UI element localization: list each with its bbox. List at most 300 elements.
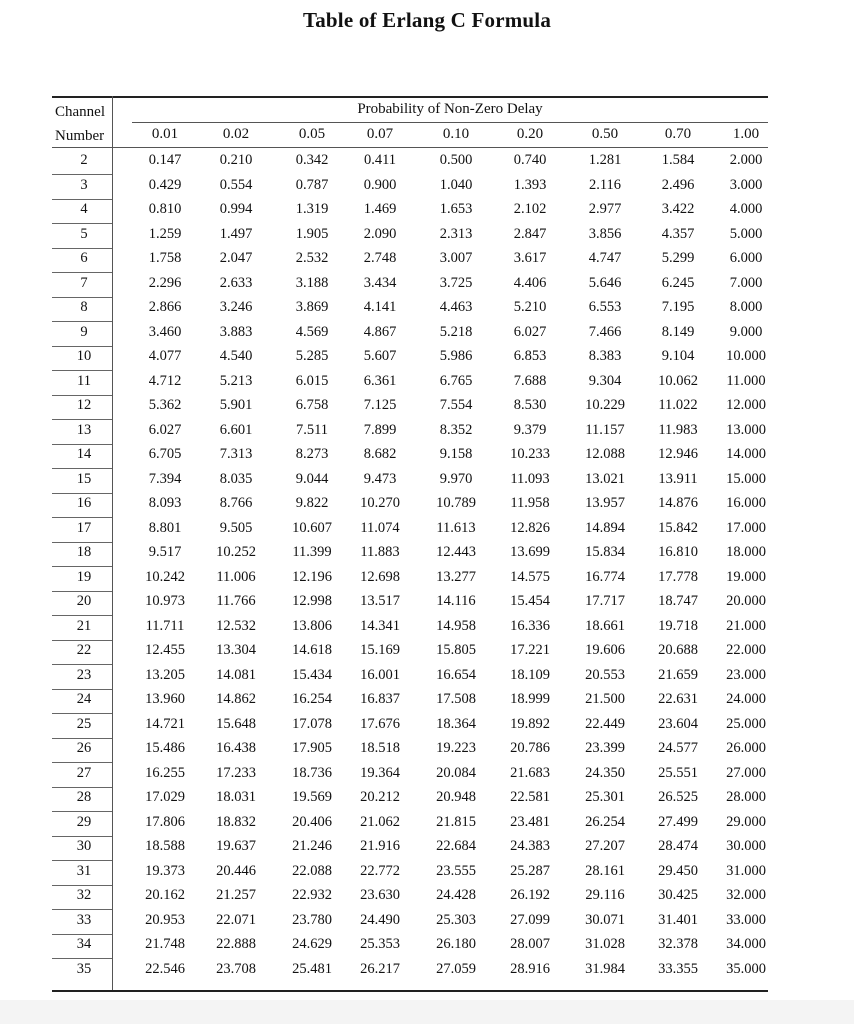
table-cell: 4.540: [219, 348, 253, 364]
table-cell: 23.481: [510, 813, 550, 830]
table-cell: 11.983: [658, 421, 698, 438]
table-cell: 6.245: [661, 274, 695, 291]
table-cell: 16.255: [145, 764, 185, 781]
channel-row-divider: [52, 738, 112, 739]
table-cell: 22.888: [216, 936, 256, 952]
channel-header-line2: Number: [55, 128, 105, 144]
channel-number: 28: [76, 789, 92, 805]
table-cell: 1.281: [588, 152, 622, 168]
table-cell: 2.090: [363, 225, 397, 242]
probability-header: Probability of Non-Zero Delay: [357, 101, 543, 117]
table-cell: 6.361: [363, 372, 397, 389]
table-cell: 12.088: [585, 446, 625, 462]
table-cell: 3.000: [729, 176, 763, 193]
table-cell: 21.659: [658, 666, 698, 683]
table-cell: 1.469: [363, 201, 397, 217]
channel-column-divider: [112, 96, 113, 990]
table-cell: 11.074: [360, 519, 400, 536]
channel-row-divider: [52, 419, 112, 420]
table-cell: 0.429: [148, 176, 182, 193]
table-cell: 25.303: [436, 911, 476, 928]
channel-number: 27: [76, 764, 92, 781]
table-cell: 12.196: [292, 568, 332, 585]
table-cell: 6.601: [219, 421, 253, 438]
channel-row-divider: [52, 346, 112, 347]
channel-number: 32: [76, 887, 92, 903]
table-cell: 18.661: [585, 617, 625, 634]
table-cell: 2.748: [363, 250, 397, 266]
table-cell: 25.301: [585, 789, 625, 805]
channel-number: 5: [80, 225, 88, 242]
table-cell: 26.180: [436, 936, 476, 952]
table-cell: 16.774: [585, 568, 625, 585]
table-cell: 3.617: [513, 250, 547, 266]
table-cell: 10.242: [145, 568, 185, 585]
table-cell: 6.027: [513, 323, 547, 340]
column-header: 0.10: [442, 126, 470, 142]
table-cell: 18.832: [216, 813, 256, 830]
table-cell: 14.876: [658, 495, 698, 511]
page-title: Table of Erlang C Formula: [302, 8, 552, 32]
table-cell: 1.259: [148, 225, 182, 242]
table-cell: 2.102: [513, 201, 547, 217]
channel-row-divider: [52, 272, 112, 273]
table-cell: 16.000: [726, 495, 766, 511]
channel-row-divider: [52, 640, 112, 641]
table-cell: 25.353: [360, 936, 400, 952]
channel-number: 26: [76, 740, 92, 756]
table-cell: 22.932: [292, 887, 332, 903]
table-cell: 10.270: [360, 495, 400, 511]
table-cell: 13.277: [436, 568, 476, 585]
table-cell: 12.946: [658, 446, 698, 462]
table-cell: 31.984: [585, 960, 625, 977]
table-cell: 9.822: [295, 495, 329, 511]
channel-row-divider: [52, 468, 112, 469]
table-cell: 6.027: [148, 421, 182, 438]
channel-row-divider: [52, 591, 112, 592]
channel-number: 34: [76, 936, 92, 952]
column-header: 1.00: [732, 126, 760, 142]
table-cell: 16.654: [436, 666, 476, 683]
table-cell: 10.789: [436, 495, 476, 511]
table-cell: 18.588: [145, 838, 185, 854]
table-cell: 9.304: [588, 372, 622, 389]
table-cell: 20.406: [292, 813, 332, 830]
table-cell: 13.517: [360, 593, 400, 609]
table-cell: 21.246: [292, 838, 332, 854]
table-cell: 20.000: [726, 593, 766, 609]
table-cell: 5.646: [588, 274, 622, 291]
table-cell: 8.801: [148, 519, 182, 536]
table-cell: 4.406: [513, 274, 547, 291]
table-cell: 12.532: [216, 617, 256, 634]
table-cell: 3.856: [588, 225, 622, 242]
table-cell: 4.077: [148, 348, 182, 364]
channel-row-divider: [52, 713, 112, 714]
table-cell: 15.834: [585, 544, 625, 560]
table-cell: 29.000: [726, 813, 766, 830]
table-cell: 2.000: [729, 152, 763, 168]
table-cell: 9.379: [513, 421, 547, 438]
table-cell: 2.296: [148, 274, 182, 291]
channel-row-divider: [52, 542, 112, 543]
channel-number: 12: [76, 397, 92, 413]
table-cell: 13.021: [585, 470, 625, 487]
table-cell: 18.000: [726, 544, 766, 560]
channel-row-divider: [52, 297, 112, 298]
channel-number: 9: [80, 323, 88, 340]
table-cell: 1.905: [295, 225, 329, 242]
table-cell: 10.607: [292, 519, 332, 536]
table-cell: 21.748: [145, 936, 185, 952]
table-cell: 6.553: [588, 299, 622, 315]
table-cell: 16.336: [510, 617, 550, 634]
table-cell: 7.195: [661, 299, 695, 315]
table-cell: 27.499: [658, 813, 698, 830]
table-cell: 12.998: [292, 593, 332, 609]
table-cell: 31.401: [658, 911, 698, 928]
channel-number: 22: [76, 642, 92, 658]
table-cell: 23.604: [658, 715, 698, 732]
table-cell: 17.508: [436, 691, 476, 707]
channel-row-divider: [52, 787, 112, 788]
channel-row-divider: [52, 517, 112, 518]
table-cell: 16.438: [216, 740, 256, 756]
table-cell: 11.883: [360, 544, 400, 560]
table-cell: 28.000: [726, 789, 766, 805]
table-cell: 8.530: [513, 397, 547, 413]
table-cell: 9.473: [363, 470, 397, 487]
table-cell: 20.212: [360, 789, 400, 805]
table-cell: 21.257: [216, 887, 256, 903]
table-cell: 2.047: [219, 250, 253, 266]
table-cell: 14.000: [726, 446, 766, 462]
column-header: 0.50: [591, 126, 619, 142]
table-cell: 10.062: [658, 372, 698, 389]
table-cell: 24.383: [510, 838, 550, 854]
table-cell: 23.780: [292, 911, 332, 928]
table-cell: 3.725: [439, 274, 473, 291]
channel-number: 6: [80, 250, 88, 266]
table-cell: 7.554: [439, 397, 473, 413]
table-cell: 17.221: [510, 642, 550, 658]
column-header: 0.07: [366, 126, 394, 142]
table-cell: 26.000: [726, 740, 766, 756]
column-header: 0.70: [664, 126, 692, 142]
channel-number: 3: [80, 176, 88, 193]
channel-number: 15: [76, 470, 92, 487]
table-cell: 13.960: [145, 691, 185, 707]
table-cell: 2.532: [295, 250, 329, 266]
table-cell: 1.584: [661, 152, 695, 168]
table-cell: 7.000: [729, 274, 763, 291]
table-cell: 28.007: [510, 936, 550, 952]
channel-number: 17: [76, 519, 92, 536]
table-cell: 18.364: [436, 715, 476, 732]
channel-row-divider: [52, 762, 112, 763]
table-cell: 20.948: [436, 789, 476, 805]
channel-number: 4: [80, 201, 88, 217]
table-cell: 17.000: [726, 519, 766, 536]
channel-row-divider: [52, 615, 112, 616]
table-cell: 6.758: [295, 397, 329, 413]
table-cell: 20.953: [145, 911, 185, 928]
table-cell: 21.683: [510, 764, 550, 781]
channel-number: 16: [76, 495, 92, 511]
table-cell: 17.676: [360, 715, 400, 732]
table-cell: 12.826: [510, 519, 550, 536]
table-cell: 33.000: [726, 911, 766, 928]
table-cell: 20.446: [216, 862, 256, 879]
table-cell: 8.035: [219, 470, 253, 487]
table-cell: 4.463: [439, 299, 473, 315]
channel-number: 23: [76, 666, 92, 683]
table-cell: 13.000: [726, 421, 766, 438]
table-cell: 3.460: [148, 323, 182, 340]
table-cell: 13.911: [658, 470, 698, 487]
table-cell: 30.000: [726, 838, 766, 854]
channel-row-divider: [52, 811, 112, 812]
table-cell: 19.718: [658, 617, 698, 634]
table-cell: 7.125: [363, 397, 397, 413]
table-cell: 15.486: [145, 740, 185, 756]
table-cell: 22.546: [145, 960, 185, 977]
table-cell: 4.867: [363, 323, 397, 340]
table-cell: 19.364: [360, 764, 400, 781]
table-cell: 2.496: [661, 176, 695, 193]
table-cell: 7.899: [363, 421, 397, 438]
table-cell: 12.698: [360, 568, 400, 585]
channel-number: 19: [76, 568, 92, 585]
table-cell: 3.883: [219, 323, 253, 340]
table-cell: 20.553: [585, 666, 625, 683]
table-cell: 11.613: [436, 519, 476, 536]
table-cell: 10.973: [145, 593, 185, 609]
table-cell: 0.994: [219, 201, 253, 217]
table-cell: 24.428: [436, 887, 476, 903]
table-cell: 17.078: [292, 715, 332, 732]
table-cell: 15.454: [510, 593, 550, 609]
table-cell: 23.708: [216, 960, 256, 977]
table-cell: 23.630: [360, 887, 400, 903]
table-cell: 14.721: [145, 715, 185, 732]
table-cell: 0.500: [439, 152, 473, 168]
table-cell: 30.425: [658, 887, 698, 903]
table-cell: 8.149: [661, 323, 695, 340]
table-cell: 5.218: [439, 323, 473, 340]
table-cell: 14.341: [360, 617, 400, 634]
channel-number: 35: [76, 960, 92, 977]
table-cell: 8.766: [219, 495, 253, 511]
table-cell: 23.399: [585, 740, 625, 756]
table-cell: 9.104: [661, 348, 695, 364]
table-cell: 3.869: [295, 299, 329, 315]
table-cell: 17.717: [585, 593, 625, 609]
table-cell: 28.474: [658, 838, 698, 854]
table-cell: 0.554: [219, 176, 253, 193]
table-cell: 8.682: [363, 446, 397, 462]
channel-number: 8: [80, 299, 88, 315]
channel-number: 29: [76, 813, 92, 830]
header-bottom-rule: [52, 147, 768, 148]
table-cell: 24.577: [658, 740, 698, 756]
table-cell: 6.705: [148, 446, 182, 462]
table-cell: 27.207: [585, 838, 625, 854]
table-cell: 21.916: [360, 838, 400, 854]
channel-row-divider: [52, 836, 112, 837]
table-cell: 33.355: [658, 960, 698, 977]
channel-row-divider: [52, 493, 112, 494]
table-cell: 18.518: [360, 740, 400, 756]
table-cell: 31.000: [726, 862, 766, 879]
table-cell: 21.062: [360, 813, 400, 830]
table-cell: 24.000: [726, 691, 766, 707]
channel-number: 2: [80, 152, 88, 168]
table-cell: 0.810: [148, 201, 182, 217]
channel-row-divider: [52, 370, 112, 371]
table-cell: 9.970: [439, 470, 473, 487]
table-cell: 4.747: [588, 250, 622, 266]
channel-row-divider: [52, 958, 112, 959]
table-cell: 20.786: [510, 740, 550, 756]
channel-row-divider: [52, 174, 112, 175]
channel-number: 7: [80, 274, 88, 291]
table-cell: 3.188: [295, 274, 329, 291]
table-cell: 17.778: [658, 568, 698, 585]
table-cell: 27.099: [510, 911, 550, 928]
table-cell: 1.653: [439, 201, 473, 217]
table-cell: 22.071: [216, 911, 256, 928]
table-cell: 6.000: [729, 250, 763, 266]
channel-number: 21: [76, 617, 92, 634]
table-cell: 7.688: [513, 372, 547, 389]
table-cell: 2.847: [513, 225, 547, 242]
table-cell: 35.000: [726, 960, 766, 977]
table-cell: 19.606: [585, 642, 625, 658]
table-cell: 13.806: [292, 617, 332, 634]
table-cell: 25.287: [510, 862, 550, 879]
table-cell: 17.029: [145, 789, 185, 805]
table-cell: 21.000: [726, 617, 766, 634]
table-bottom-rule: [52, 990, 768, 992]
channel-row-divider: [52, 860, 112, 861]
table-cell: 6.015: [295, 372, 329, 389]
table-cell: 14.862: [216, 691, 256, 707]
table-cell: 3.246: [219, 299, 253, 315]
channel-row-divider: [52, 321, 112, 322]
table-cell: 22.088: [292, 862, 332, 879]
table-cell: 8.273: [295, 446, 329, 462]
table-cell: 7.466: [588, 323, 622, 340]
table-cell: 22.772: [360, 862, 400, 879]
table-cell: 19.637: [216, 838, 256, 854]
table-cell: 16.254: [292, 691, 332, 707]
table-cell: 11.093: [510, 470, 550, 487]
table-cell: 0.787: [295, 176, 329, 193]
table-cell: 26.525: [658, 789, 698, 805]
table-cell: 1.319: [295, 201, 329, 217]
channel-row-divider: [52, 444, 112, 445]
table-cell: 3.007: [439, 250, 473, 266]
table-cell: 12.000: [726, 397, 766, 413]
table-cell: 18.031: [216, 789, 256, 805]
table-cell: 13.699: [510, 544, 550, 560]
table-cell: 26.217: [360, 960, 400, 977]
table-cell: 18.736: [292, 764, 332, 781]
table-cell: 7.394: [148, 470, 182, 487]
table-cell: 29.450: [658, 862, 698, 879]
table-cell: 28.916: [510, 960, 550, 977]
table-cell: 8.352: [439, 421, 473, 438]
table-cell: 5.986: [439, 348, 473, 364]
table-cell: 22.581: [510, 789, 550, 805]
table-cell: 23.000: [726, 666, 766, 683]
table-cell: 11.022: [658, 397, 698, 413]
table-cell: 19.569: [292, 789, 332, 805]
table-cell: 4.569: [295, 323, 329, 340]
table-cell: 0.900: [363, 176, 397, 193]
table-cell: 19.223: [436, 740, 476, 756]
table-cell: 0.411: [363, 152, 397, 168]
table-cell: 24.629: [292, 936, 332, 952]
table-cell: 7.511: [295, 421, 329, 438]
table-cell: 14.575: [510, 568, 550, 585]
table-cell: 27.000: [726, 764, 766, 781]
table-cell: 0.740: [513, 152, 547, 168]
table-cell: 9.000: [729, 323, 763, 340]
table-cell: 5.213: [219, 372, 253, 389]
table-cell: 0.210: [219, 152, 253, 168]
channel-row-divider: [52, 689, 112, 690]
table-cell: 3.434: [363, 274, 397, 291]
table-cell: 19.892: [510, 715, 550, 732]
footer-band: [0, 1000, 854, 1024]
table-cell: 8.093: [148, 495, 182, 511]
table-cell: 5.000: [729, 225, 763, 242]
table-cell: 19.373: [145, 862, 185, 879]
channel-number: 31: [76, 862, 92, 879]
table-cell: 23.555: [436, 862, 476, 879]
channel-row-divider: [52, 566, 112, 567]
table-cell: 25.481: [292, 960, 332, 977]
column-header: 0.05: [298, 126, 326, 142]
channel-number: 30: [76, 838, 92, 854]
header-divider-rule: [132, 122, 768, 123]
channel-number: 18: [76, 544, 92, 560]
table-cell: 25.000: [726, 715, 766, 732]
table-cell: 27.059: [436, 960, 476, 977]
table-cell: 16.810: [658, 544, 698, 560]
table-cell: 20.162: [145, 887, 185, 903]
table-cell: 17.806: [145, 813, 185, 830]
table-cell: 5.210: [513, 299, 547, 315]
table-cell: 26.192: [510, 887, 550, 903]
table-cell: 2.633: [219, 274, 253, 291]
channel-number: 13: [76, 421, 92, 438]
table-cell: 8.383: [588, 348, 622, 364]
table-cell: 22.000: [726, 642, 766, 658]
table-cell: 21.815: [436, 813, 476, 830]
table-cell: 22.684: [436, 838, 476, 854]
table-cell: 15.000: [726, 470, 766, 487]
table-cell: 3.422: [661, 201, 695, 217]
table-cell: 6.853: [513, 348, 547, 364]
table-cell: 15.169: [360, 642, 400, 658]
table-cell: 1.497: [219, 225, 253, 242]
channel-number: 11: [77, 372, 91, 389]
channel-row-divider: [52, 909, 112, 910]
